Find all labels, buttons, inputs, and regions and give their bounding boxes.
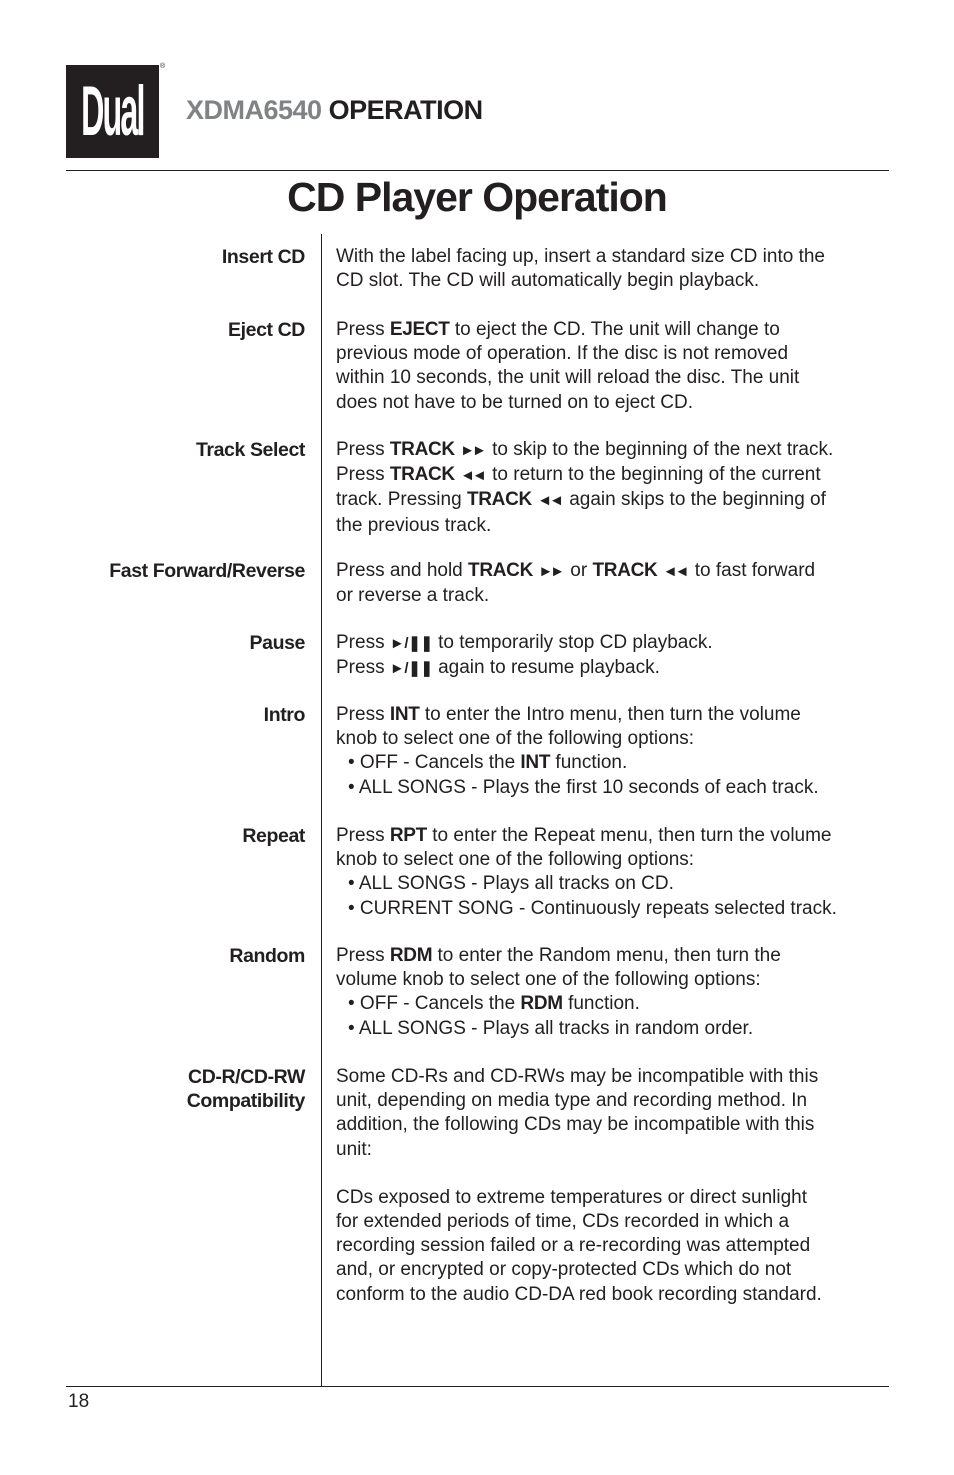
play-pause-icon: ►/❚❚ xyxy=(389,660,433,678)
body-line: previous mode of operation. If the disc is not removed xyxy=(336,343,789,365)
body-line: knob to select one of the following options: xyxy=(336,849,695,871)
key-track: TRACK xyxy=(468,560,534,581)
dual-logo xyxy=(66,65,159,158)
section-body xyxy=(336,824,892,921)
body-line: or reverse a track. xyxy=(336,585,490,607)
body-line: unit: xyxy=(336,1138,372,1160)
header-divider xyxy=(66,170,889,171)
section-body xyxy=(336,631,892,681)
footer-divider xyxy=(66,1386,889,1387)
section-label: Intro xyxy=(263,704,305,726)
body-line: Press INT to enter the Intro menu, then turn the volume xyxy=(336,704,801,725)
body-line: Some CD-Rs and CD-RWs may be incompatible with this xyxy=(336,1066,819,1087)
key-track: TRACK xyxy=(389,439,455,460)
body-line: addition, the following CDs may be incompatible with this xyxy=(336,1114,815,1136)
section-body xyxy=(336,318,892,415)
section-label: Track Select xyxy=(195,439,305,461)
section-body xyxy=(336,559,892,608)
key-int: INT xyxy=(389,704,420,725)
key-track: TRACK xyxy=(466,489,532,511)
key-rpt: RPT xyxy=(389,825,427,846)
body-line: within 10 seconds, the unit will reload the disc. The unit xyxy=(336,367,800,389)
rewind-icon: ◄◄ xyxy=(460,467,484,485)
section-label: Pause xyxy=(249,632,305,654)
key-eject: EJECT xyxy=(389,319,450,340)
body-line: Press ►/❚❚ to temporarily stop CD playback. xyxy=(336,632,713,653)
body-line: Press TRACK ►► to skip to the beginning of the next track. xyxy=(336,438,892,463)
bullet-item: • OFF - Cancels the INT function. xyxy=(348,752,628,774)
section-label xyxy=(45,1065,305,1113)
body-line: conform to the audio CD-DA red book recording standard. xyxy=(336,1283,822,1305)
body-line: CD slot. The CD will automatically begin playback. xyxy=(336,270,760,292)
key-track: TRACK xyxy=(592,560,658,581)
column-divider xyxy=(321,234,322,1386)
key-rdm: RDM xyxy=(520,993,563,1015)
body-line: Press TRACK ◄◄ to return to the beginning of the current xyxy=(336,463,892,488)
body-line: Press and hold TRACK ►► or TRACK ◄◄ to fast forward xyxy=(336,559,892,584)
logo-text: Dual xyxy=(81,72,144,151)
header-title xyxy=(186,95,483,126)
body-line: recording session failed or a re-recording was attempted xyxy=(336,1235,811,1257)
section-body xyxy=(336,944,892,1041)
section-label: Random xyxy=(229,945,305,967)
body-line: Press ►/❚❚ again to resume playback. xyxy=(336,657,660,679)
header-section: OPERATION xyxy=(328,95,483,125)
body-line: Press EJECT to eject the CD. The unit will change to xyxy=(336,319,780,340)
section-label-line: Compatibility xyxy=(186,1090,305,1112)
body-line: volume knob to select one of the following options: xyxy=(336,969,761,991)
body-line: track. Pressing TRACK ◄◄ again skips to the beginning of xyxy=(336,488,892,513)
registered-mark: ® xyxy=(160,63,166,70)
body-line: Press RPT to enter the Repeat menu, then turn the volume xyxy=(336,825,832,846)
section-label: Repeat xyxy=(242,825,305,847)
body-line: unit, depending on media type and recording method. In xyxy=(336,1090,808,1112)
section-label: Eject CD xyxy=(228,319,305,341)
body-line: With the label facing up, insert a standard size CD into the xyxy=(336,246,825,267)
key-track: TRACK xyxy=(389,464,455,486)
body-line: and, or encrypted or copy-protected CDs which do not xyxy=(336,1259,792,1281)
bullet-item: • ALL SONGS - Plays all tracks on CD. xyxy=(348,873,674,895)
bullet-item: • OFF - Cancels the RDM function. xyxy=(348,993,640,1015)
fast-forward-icon: ►► xyxy=(460,442,484,459)
page-title: CD Player Operation xyxy=(287,174,667,220)
body-line: knob to select one of the following options: xyxy=(336,728,695,750)
page-number: 18 xyxy=(68,1391,90,1412)
rewind-icon: ◄◄ xyxy=(662,563,687,580)
section-body xyxy=(336,1065,892,1307)
bullet-item: • CURRENT SONG - Continuously repeats selected track. xyxy=(348,897,837,919)
bullet-item: • ALL SONGS - Plays all tracks in random order. xyxy=(348,1017,754,1039)
body-line: for extended periods of time, CDs recorded in which a xyxy=(336,1211,790,1233)
bullet-item: • ALL SONGS - Plays the first 10 seconds of each track. xyxy=(348,776,819,798)
section-label: Fast Forward/Reverse xyxy=(109,560,305,582)
rewind-icon: ◄◄ xyxy=(537,492,561,510)
section-body xyxy=(336,438,892,538)
fast-forward-icon: ►► xyxy=(538,563,563,580)
body-line: Press RDM to enter the Random menu, then turn the xyxy=(336,945,781,966)
section-label-line: CD-R/CD-RW xyxy=(188,1066,305,1088)
header-model: XDMA6540 xyxy=(186,95,322,125)
section-body xyxy=(336,245,892,293)
key-rdm: RDM xyxy=(389,945,433,966)
body-line: CDs exposed to extreme temperatures or direct sunlight xyxy=(336,1186,807,1208)
play-pause-icon: ►/❚❚ xyxy=(389,635,433,652)
section-label: Insert CD xyxy=(221,246,305,268)
key-int: INT xyxy=(520,752,551,774)
body-line: does not have to be turned on to eject CD. xyxy=(336,391,694,413)
section-body xyxy=(336,703,892,800)
body-line: the previous track. xyxy=(336,514,492,536)
